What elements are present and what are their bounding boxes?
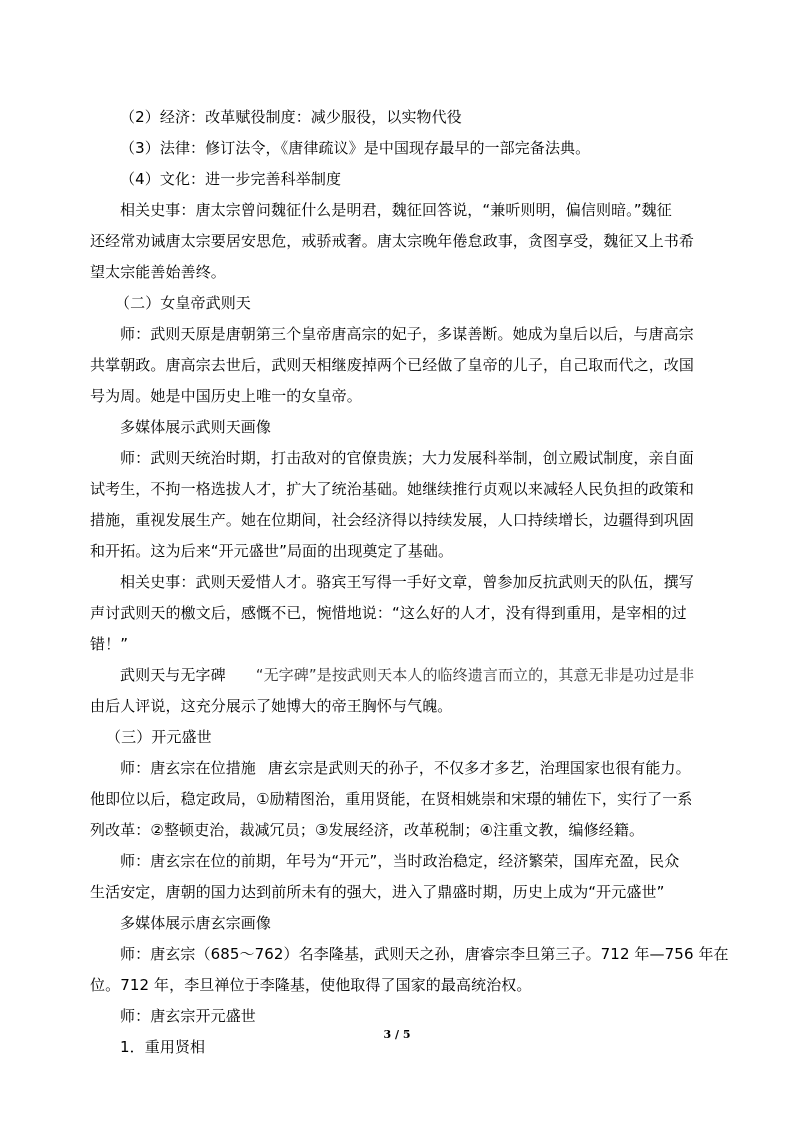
inline-label: 武则天与无字碑	[120, 666, 226, 684]
document-body	[90, 102, 729, 1063]
inline-text: 唐玄宗是武则天的孙子，不仅多才多艺，治理国家也很有能力。	[267, 759, 691, 777]
paragraph-line: 师：唐玄宗（685～762）名李隆基，武则天之孙，唐睿宗李旦第三子。712 年—756 年在	[120, 945, 729, 963]
paragraph-line: 望太宗能善始善终。	[90, 263, 226, 281]
paragraph-line: 试考生，不拘一格选拔人才，扩大了统治基础。她继续推行贞观以来减轻人民负担的政策和	[90, 480, 695, 498]
paragraph-line: 共掌朝政。唐高宗去世后，武则天相继废掉两个已经做了皇帝的儿子，自己取而代之，改国	[90, 356, 695, 374]
section-heading: （三）开元盛世	[106, 728, 212, 746]
paragraph-line: 相关史事：武则天爱惜人才。骆宾王写得一手好文章，曾参加反抗武则天的队伍，撰写	[120, 573, 694, 591]
paragraph-line: 生活安定，唐朝的国力达到前所未有的强大，进入了鼎盛时期，历史上成为“开元盛世”	[90, 883, 665, 901]
paragraph-line: （2）经济：改革赋役制度：减少服役，以实物代役	[120, 108, 462, 126]
paragraph-line: 师：唐玄宗在位的前期，年号为“开元”，当时政治稳定，经济繁荣，国库充盈，民众	[120, 852, 680, 870]
paragraph-line: 错！”	[90, 635, 129, 653]
inline-text: “无字碑”是按武则天本人的临终遗言而立的，其意无非是功过是非	[255, 666, 695, 684]
paragraph-line: 位。712 年，李旦禅位于李隆基，使他取得了国家的最高统治权。	[90, 976, 532, 994]
paragraph-line: 多媒体展示武则天画像	[120, 418, 272, 436]
paragraph-line: 多媒体展示唐玄宗画像	[120, 914, 272, 932]
paragraph-line: 号为周。她是中国历史上唯一的女皇帝。	[90, 387, 362, 405]
paragraph-line: 和开拓。这为后来“开元盛世”局面的出现奠定了基础。	[90, 542, 454, 560]
paragraph-line: （3）法律：修订法令，《唐律疏议》是中国现存最早的一部完备法典。	[120, 139, 591, 157]
paragraph-line: 师：武则天统治时期，打击敌对的官僚贵族；大力发展科举制，创立殿试制度，亲自面	[120, 449, 694, 467]
paragraph-line: 声讨武则天的檄文后，感慨不已，惋惜地说：“这么好的人才，没有得到重用，是宰相的过	[90, 604, 687, 622]
paragraph-line	[90, 660, 720, 691]
paragraph-line: 措施，重视发展生产。她在位期间，社会经济得以持续发展，人口持续增长，边疆得到巩固	[90, 511, 695, 529]
paragraph-line: （4）文化：进一步完善科举制度	[120, 170, 342, 188]
paragraph-line: 师：武则天原是唐朝第三个皇帝唐高宗的妃子，多谋善断。她成为皇后以后，与唐高宗	[120, 325, 694, 343]
paragraph-line: 他即位以后，稳定政局，①励精图治，重用贤能，在贤相姚崇和宋璟的辅佐下，实行了一系	[90, 790, 693, 808]
paragraph-line	[90, 753, 720, 784]
inline-label: 师：唐玄宗在位措施	[120, 759, 256, 777]
paragraph-line: 相关史事：唐太宗曾问魏征什么是明君，魏征回答说，“兼听则明，偏信则暗。”魏征	[120, 201, 672, 219]
paragraph-line: 由后人评说，这充分展示了她博大的帝王胸怀与气魄。	[90, 697, 453, 715]
paragraph-line: 列改革：②整顿吏治，裁减冗员；③发展经济，改革税制；④注重文教，编修经籍。	[90, 821, 645, 839]
paragraph-line: 师：唐玄宗开元盛世	[120, 1007, 256, 1025]
paragraph-line: 1．重用贤相	[120, 1038, 206, 1056]
page-number: 3 / 5	[383, 1028, 411, 1041]
paragraph-line: 还经常劝诫唐太宗要居安思危，戒骄戒奢。唐太宗晚年倦怠政事，贪图享受，魏征又上书希	[90, 232, 695, 250]
section-heading: （二）女皇帝武则天	[115, 294, 251, 312]
